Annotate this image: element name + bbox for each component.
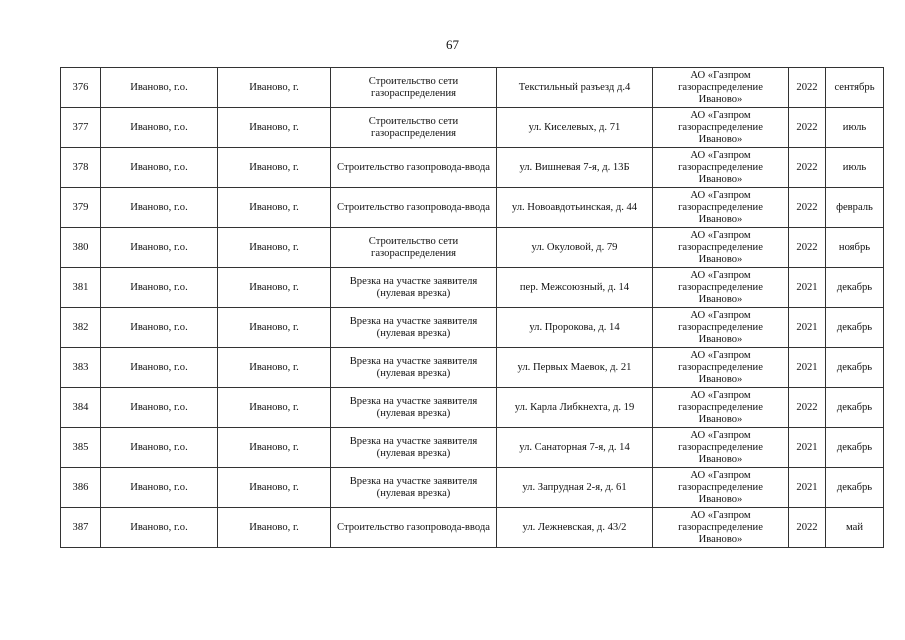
object-address: Текстильный разъезд д.4 (497, 68, 653, 108)
municipal-district: Иваново, г.о. (101, 228, 218, 268)
row-number: 377 (61, 108, 101, 148)
row-number: 381 (61, 268, 101, 308)
work-type: Строительство сети газораспределения (331, 108, 497, 148)
work-type: Врезка на участке заявителя (нулевая врезка) (331, 308, 497, 348)
work-type: Строительство сети газораспределения (331, 68, 497, 108)
operator-organization (653, 508, 789, 548)
object-address: ул. Окуловой, д. 79 (497, 228, 653, 268)
table-row (61, 268, 884, 308)
operator-organization-line: газораспределение (678, 401, 763, 413)
row-number: 382 (61, 308, 101, 348)
operator-organization-line: Иваново» (698, 293, 743, 305)
municipal-district: Иваново, г.о. (101, 68, 218, 108)
municipal-district: Иваново, г.о. (101, 148, 218, 188)
completion-month: июль (826, 148, 884, 188)
completion-month: май (826, 508, 884, 548)
completion-month: декабрь (826, 468, 884, 508)
operator-organization-line: АО «Газпром (690, 389, 751, 401)
table-row (61, 68, 884, 108)
operator-organization-line: АО «Газпром (690, 469, 751, 481)
work-type: Врезка на участке заявителя (нулевая врезка) (331, 268, 497, 308)
completion-year: 2022 (789, 388, 826, 428)
completion-year: 2021 (789, 468, 826, 508)
completion-month: декабрь (826, 308, 884, 348)
operator-organization-line: АО «Газпром (690, 269, 751, 281)
municipal-district: Иваново, г.о. (101, 428, 218, 468)
row-number: 384 (61, 388, 101, 428)
operator-organization (653, 468, 789, 508)
completion-year: 2022 (789, 108, 826, 148)
operator-organization-line: Иваново» (698, 333, 743, 345)
table-row (61, 508, 884, 548)
operator-organization-line: АО «Газпром (690, 109, 751, 121)
row-number: 379 (61, 188, 101, 228)
completion-month: февраль (826, 188, 884, 228)
completion-month: декабрь (826, 428, 884, 468)
row-number: 387 (61, 508, 101, 548)
operator-organization-line: Иваново» (698, 413, 743, 425)
municipal-district: Иваново, г.о. (101, 348, 218, 388)
completion-month: декабрь (826, 388, 884, 428)
table-row (61, 428, 884, 468)
row-number: 385 (61, 428, 101, 468)
operator-organization-line: газораспределение (678, 321, 763, 333)
locality: Иваново, г. (218, 468, 331, 508)
object-address: ул. Новоавдотьинская, д. 44 (497, 188, 653, 228)
operator-organization-line: газораспределение (678, 161, 763, 173)
work-type: Врезка на участке заявителя (нулевая врезка) (331, 348, 497, 388)
table-row (61, 148, 884, 188)
table-row (61, 108, 884, 148)
completion-year: 2021 (789, 348, 826, 388)
locality: Иваново, г. (218, 428, 331, 468)
completion-year: 2022 (789, 228, 826, 268)
operator-organization-line: АО «Газпром (690, 429, 751, 441)
table-row (61, 228, 884, 268)
operator-organization-line: газораспределение (678, 201, 763, 213)
operator-organization-line: АО «Газпром (690, 349, 751, 361)
operator-organization-line: Иваново» (698, 533, 743, 545)
municipal-district: Иваново, г.о. (101, 308, 218, 348)
work-type: Строительство газопровода-ввода (331, 508, 497, 548)
operator-organization-line: Иваново» (698, 93, 743, 105)
completion-year: 2022 (789, 508, 826, 548)
work-type: Врезка на участке заявителя (нулевая врезка) (331, 428, 497, 468)
work-type: Врезка на участке заявителя (нулевая врезка) (331, 468, 497, 508)
operator-organization (653, 148, 789, 188)
object-address: ул. Киселевых, д. 71 (497, 108, 653, 148)
operator-organization (653, 188, 789, 228)
locality: Иваново, г. (218, 308, 331, 348)
locality: Иваново, г. (218, 228, 331, 268)
operator-organization-line: газораспределение (678, 441, 763, 453)
operator-organization-line: АО «Газпром (690, 309, 751, 321)
operator-organization (653, 108, 789, 148)
row-number: 386 (61, 468, 101, 508)
work-type: Строительство газопровода-ввода (331, 188, 497, 228)
gas-works-table (60, 67, 884, 548)
operator-organization-line: АО «Газпром (690, 229, 751, 241)
operator-organization (653, 68, 789, 108)
completion-month: декабрь (826, 268, 884, 308)
completion-year: 2022 (789, 148, 826, 188)
locality: Иваново, г. (218, 68, 331, 108)
operator-organization (653, 388, 789, 428)
locality: Иваново, г. (218, 508, 331, 548)
object-address: ул. Санаторная 7-я, д. 14 (497, 428, 653, 468)
operator-organization (653, 228, 789, 268)
object-address: ул. Первых Маевок, д. 21 (497, 348, 653, 388)
operator-organization-line: газораспределение (678, 481, 763, 493)
object-address: ул. Карла Либкнехта, д. 19 (497, 388, 653, 428)
table-row (61, 308, 884, 348)
completion-year: 2021 (789, 268, 826, 308)
completion-month: сентябрь (826, 68, 884, 108)
operator-organization-line: Иваново» (698, 173, 743, 185)
operator-organization-line: АО «Газпром (690, 509, 751, 521)
locality: Иваново, г. (218, 148, 331, 188)
table-body (61, 68, 884, 548)
operator-organization-line: газораспределение (678, 241, 763, 253)
completion-year: 2021 (789, 308, 826, 348)
operator-organization (653, 348, 789, 388)
table-row (61, 388, 884, 428)
locality: Иваново, г. (218, 108, 331, 148)
operator-organization-line: газораспределение (678, 361, 763, 373)
work-type: Строительство сети газораспределения (331, 228, 497, 268)
municipal-district: Иваново, г.о. (101, 388, 218, 428)
row-number: 383 (61, 348, 101, 388)
completion-month: декабрь (826, 348, 884, 388)
table-row (61, 348, 884, 388)
municipal-district: Иваново, г.о. (101, 108, 218, 148)
row-number: 376 (61, 68, 101, 108)
operator-organization-line: Иваново» (698, 213, 743, 225)
operator-organization-line: газораспределение (678, 281, 763, 293)
operator-organization-line: АО «Газпром (690, 69, 751, 81)
municipal-district: Иваново, г.о. (101, 508, 218, 548)
operator-organization-line: АО «Газпром (690, 149, 751, 161)
row-number: 378 (61, 148, 101, 188)
work-type: Строительство газопровода-ввода (331, 148, 497, 188)
completion-year: 2021 (789, 428, 826, 468)
object-address: ул. Вишневая 7-я, д. 13Б (497, 148, 653, 188)
completion-month: июль (826, 108, 884, 148)
locality: Иваново, г. (218, 348, 331, 388)
table-row (61, 468, 884, 508)
operator-organization-line: газораспределение (678, 121, 763, 133)
table-row (61, 188, 884, 228)
completion-month: ноябрь (826, 228, 884, 268)
row-number: 380 (61, 228, 101, 268)
municipal-district: Иваново, г.о. (101, 468, 218, 508)
locality: Иваново, г. (218, 188, 331, 228)
municipal-district: Иваново, г.о. (101, 268, 218, 308)
completion-year: 2022 (789, 188, 826, 228)
object-address: ул. Запрудная 2-я, д. 61 (497, 468, 653, 508)
operator-organization-line: Иваново» (698, 373, 743, 385)
municipal-district: Иваново, г.о. (101, 188, 218, 228)
operator-organization-line: Иваново» (698, 453, 743, 465)
operator-organization-line: Иваново» (698, 133, 743, 145)
operator-organization (653, 308, 789, 348)
operator-organization-line: АО «Газпром (690, 189, 751, 201)
completion-year: 2022 (789, 68, 826, 108)
operator-organization-line: газораспределение (678, 521, 763, 533)
operator-organization-line: Иваново» (698, 253, 743, 265)
object-address: ул. Пророкова, д. 14 (497, 308, 653, 348)
object-address: ул. Лежневская, д. 43/2 (497, 508, 653, 548)
operator-organization (653, 428, 789, 468)
page-number: 67 (446, 37, 459, 52)
operator-organization (653, 268, 789, 308)
locality: Иваново, г. (218, 268, 331, 308)
operator-organization-line: Иваново» (698, 493, 743, 505)
work-type: Врезка на участке заявителя (нулевая врезка) (331, 388, 497, 428)
operator-organization-line: газораспределение (678, 81, 763, 93)
locality: Иваново, г. (218, 388, 331, 428)
object-address: пер. Межсоюзный, д. 14 (497, 268, 653, 308)
